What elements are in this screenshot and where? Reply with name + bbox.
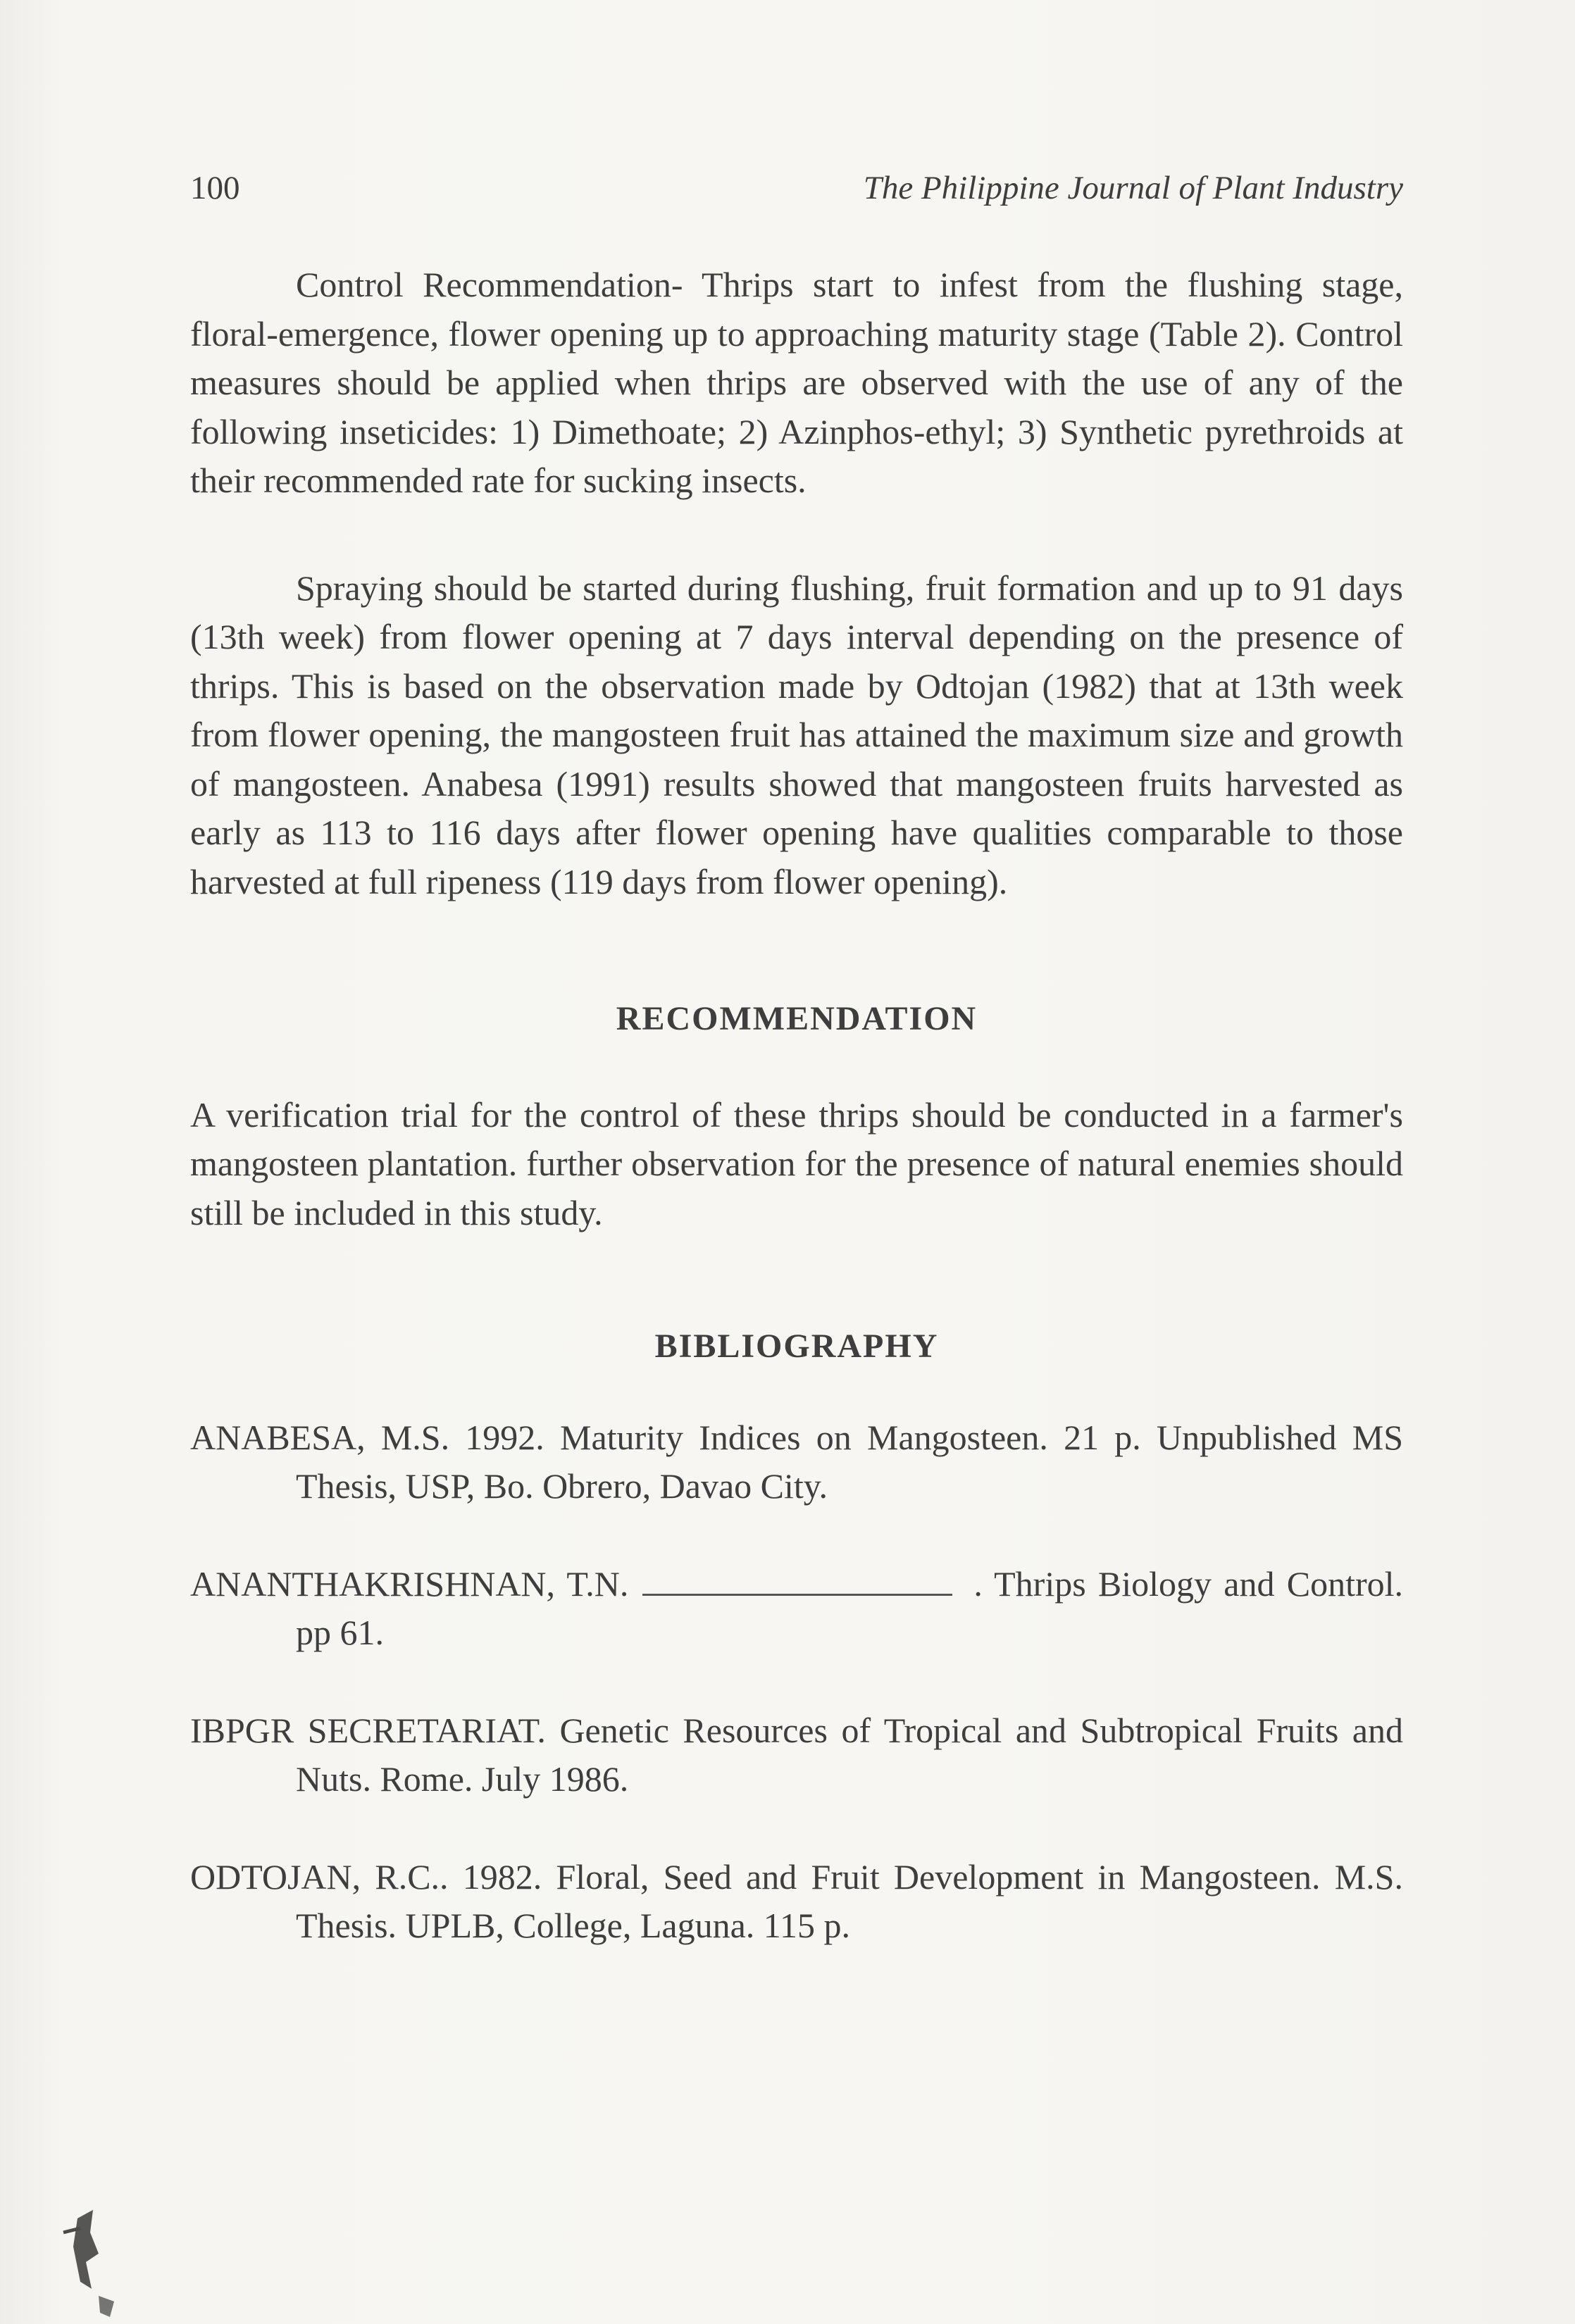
bibliography-entry-rest: . Thrips Biology and Control. pp 61. bbox=[296, 1563, 1403, 1652]
bibliography-heading: BIBLIOGRAPHY bbox=[654, 1327, 939, 1365]
blank-title-line bbox=[642, 1566, 952, 1596]
spraying-paragraph: Spraying should be started during flushing, fruit formation and up to 91 days (13th week) from flower opening at 7 days interval depending on the presence of thrips. This is based on the observation made by Odtojan (1982) that at 13th week from flower opening, the mangosteen fruit has attained the maximum size and growth of mangosteen. Anabesa (1991) results showed that mangosteen fruits harvested as early as 113 to 116 days after flower opening have qualities comparable to those harvested at full ripeness (119 days from flower opening). bbox=[190, 568, 1403, 901]
recommendation-heading: RECOMMENDATION bbox=[616, 1000, 978, 1037]
page-number: 100 bbox=[190, 170, 240, 206]
running-header bbox=[190, 169, 1403, 211]
journal-title: The Philippine Journal of Plant Industry bbox=[863, 170, 1403, 206]
bibliography-entry-author: ANANTHAKRISHNAN, T.N. bbox=[190, 1563, 629, 1604]
bibliography-entry: IBPGR SECRETARIAT. Genetic Resources of Tropical and Subtropical Fruits and Nuts. Rome. July 1986. bbox=[190, 1710, 1403, 1799]
article-body bbox=[190, 261, 1403, 1999]
bibliography-entry bbox=[190, 1560, 1403, 1658]
bibliography-entry: ANABESA, M.S. 1992. Maturity Indices on Mangosteen. 21 p. Unpublished MS Thesis, USP, Bo. Obrero, Davao City. bbox=[190, 1417, 1403, 1506]
margin-ink-mark bbox=[49, 2204, 120, 2324]
bibliography-entry: ODTOJAN, R.C.. 1982. Floral, Seed and Fruit Development in Mangosteen. M.S. Thesis. UPLB, College, Laguna. 115 p. bbox=[190, 1856, 1403, 1945]
control-recommendation-paragraph: Control Recommendation- Thrips start to infest from the flushing stage, floral-emergence, flower opening up to approaching maturity stage (Table 2). Control measures should be applied when thrips are observed with the use of any of the following inseticides: 1) Dimethoate; 2) Azinphos-ethyl; 3) Synthetic pyrethroids at their recommended rate for sucking insects. bbox=[190, 265, 1403, 500]
bibliography-list bbox=[190, 1413, 1403, 1951]
recommendation-paragraph: A verification trial for the control of these thrips should be conducted in a farmer's mangosteen plantation. further observation for the presence of natural enemies should still be included in this study. bbox=[190, 1094, 1403, 1232]
